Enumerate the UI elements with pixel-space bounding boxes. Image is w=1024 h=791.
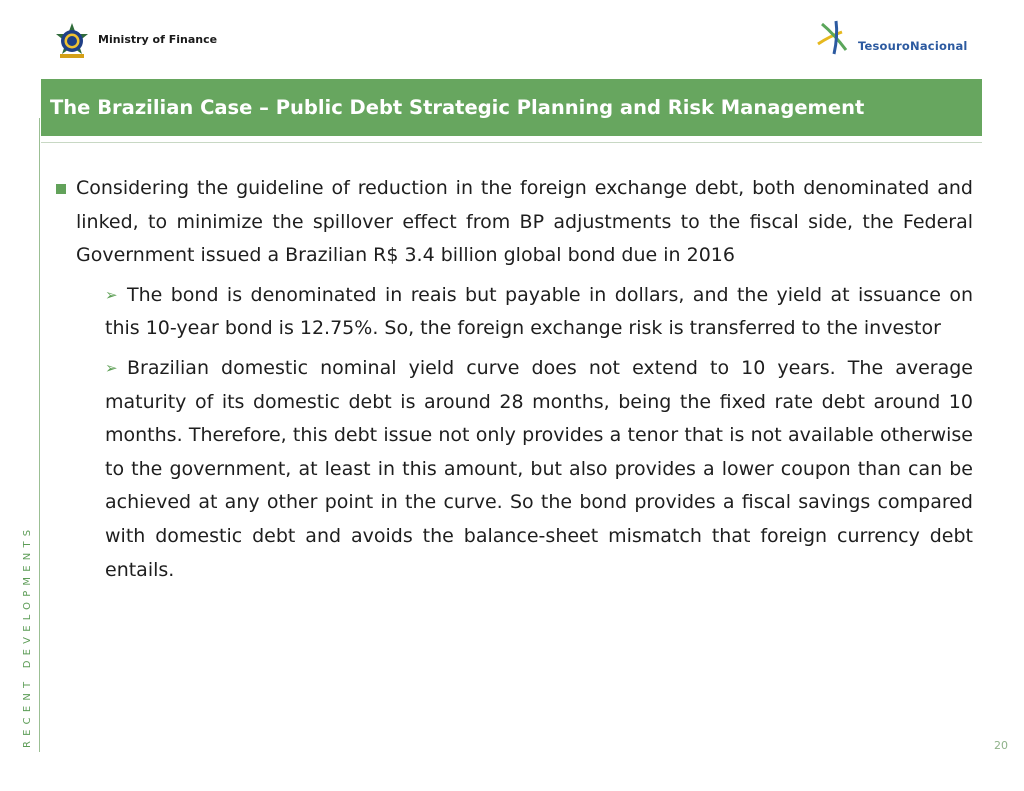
sub-bullet-2 [56,352,973,587]
side-section-label: RECENT DEVELOPMENTS [22,524,33,748]
slide-title: The Brazilian Case – Public Debt Strategic Planning and Risk Management [50,96,865,119]
ministry-label: Ministry of Finance [98,33,218,46]
slide-header [0,0,1024,78]
tesouro-nacional-logo-text: TesouroNacional [858,39,968,53]
left-divider-line [39,118,40,752]
main-bullet [56,172,973,273]
slide-content [56,172,973,587]
arrow-bullet-icon: ➢ [105,358,118,377]
main-bullet-text: Considering the guideline of reduction in the foreign exchange debt, both denominated and linked, to minimize the spillover effect from BP adjustments to the fiscal side, the Federal Government issued a Brazilian R$ 3.4 billion global bond due in 2016 [76,177,973,267]
sub-bullet-2-text: Brazilian domestic nominal yield curve does not extend to 10 years. The average maturity of its domestic debt is around 28 months, being the fixed rate debt around 10 months. Therefore, this debt issue not only provides a tenor that is not available otherwise to the government, at least in this amount, but also provides a lower coupon than can be achieved at any other point in the curve. So the bond provides a fiscal savings compared with domestic debt and avoids the balance-sheet mismatch that foreign currency debt entails. [105,356,973,581]
title-bar [41,79,982,136]
arrow-bullet-icon: ➢ [105,285,118,304]
sub-bullet-1 [56,279,973,346]
page-number: 20 [994,739,1008,752]
square-bullet-icon [56,184,66,194]
title-underline [41,142,982,143]
sub-bullet-1-text: The bond is denominated in reais but payable in dollars, and the yield at issuance on this 10-year bond is 12.75%. So, the foreign exchange risk is transferred to the investor [105,283,973,340]
brazil-coat-of-arms-icon [52,22,92,62]
